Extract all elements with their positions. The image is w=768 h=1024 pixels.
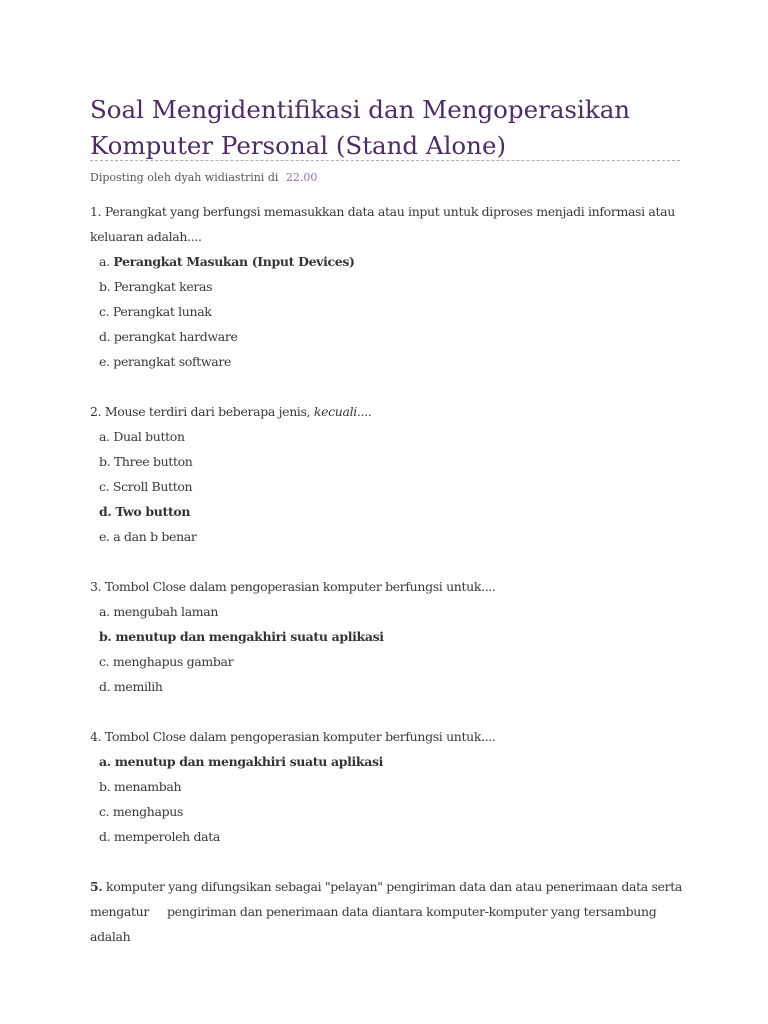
question-text-end: .... [356,404,372,419]
question-1 [90,199,690,224]
question-emphasis: kecuali [313,404,357,419]
option-text: perangkat software [113,354,232,369]
option-text: Perangkat keras [113,279,213,294]
post-time-link[interactable]: 22.00 [285,171,318,184]
question-number: 3. [90,579,102,594]
question-text: mengatur [90,904,150,919]
option-text: memperoleh data [113,829,221,844]
spacer [90,549,690,574]
option-text: perangkat hardware [113,329,238,344]
option-1c [90,299,690,324]
question-2 [90,399,690,424]
question-5-continued [90,899,690,949]
option-letter: c. [99,479,110,494]
option-2e [90,524,690,549]
question-number: 2. [90,404,102,419]
option-letter: d. [99,829,111,844]
option-letter: d. [99,329,111,344]
question-5 [90,874,690,899]
option-text: Three button [113,454,193,469]
option-text: a dan b benar [113,529,197,544]
option-letter: b. [99,454,111,469]
question-number: 1. [90,204,102,219]
option-text: memilih [113,679,163,694]
option-1a [90,249,690,274]
question-text: Mouse terdiri dari beberapa jenis, [101,404,314,419]
option-2a [90,424,690,449]
post-body [90,199,690,949]
option-letter: c. [99,804,110,819]
question-text: Tombol Close dalam pengoperasian komputer berfungsi untuk.... [104,729,496,744]
option-4c [90,799,690,824]
option-3b [90,624,690,649]
option-4b [90,774,690,799]
option-text: Scroll Button [112,479,193,494]
option-text: menghapus gambar [112,654,234,669]
question-3 [90,574,690,599]
question-text: Perangkat yang berfungsi memasukkan data atau input untuk diproses menjadi informasi atau [104,204,675,219]
question-text: Tombol Close dalam pengoperasian komputer berfungsi untuk.... [104,579,496,594]
option-text: Dual button [113,429,185,444]
post-meta [90,170,317,186]
option-letter: e. [99,354,110,369]
option-letter: d. [99,679,111,694]
option-letter: a. [99,754,111,769]
option-text: Perangkat lunak [112,304,212,319]
question-text: pengiriman dan penerimaan data diantara komputer-komputer yang tersambung adalah [90,904,657,944]
post-author-line: Diposting oleh dyah widiastrini di [90,171,279,184]
option-letter: c. [99,654,110,669]
spacer [90,849,690,874]
option-1d [90,324,690,349]
option-letter: b. [99,779,111,794]
title-divider [90,160,680,161]
option-letter: b. [99,629,112,644]
option-letter: c. [99,304,110,319]
option-text: mengubah laman [113,604,219,619]
option-answer-text: menutup dan mengakhiri suatu aplikasi [114,754,384,769]
option-4d [90,824,690,849]
option-letter: d. [99,504,112,519]
option-letter: a. [99,604,110,619]
question-1-continued: keluaran adalah.... [90,229,202,244]
option-2c [90,474,690,499]
option-letter: a. [99,429,110,444]
option-1b [90,274,690,299]
post-title: Soal Mengidentifikasi dan Mengoperasikan Komputer Personal (Stand Alone) [90,95,631,160]
question-4 [90,724,690,749]
option-3a [90,599,690,624]
option-letter: e. [99,529,110,544]
option-answer-text: Perangkat Masukan (Input Devices) [113,254,355,269]
option-2b [90,449,690,474]
option-1e [90,349,690,374]
question-text: komputer yang difungsikan sebagai "pelayan" pengiriman data dan atau penerimaan data serta [105,879,683,894]
spacer [90,699,690,724]
option-letter: b. [99,279,111,294]
option-text: menghapus [112,804,184,819]
option-2d [90,499,690,524]
question-number: 5. [90,879,103,894]
option-answer-text: Two button [115,504,191,519]
spacer [90,374,690,399]
option-answer-text: menutup dan mengakhiri suatu aplikasi [115,629,384,644]
option-4a [90,749,690,774]
option-3d [90,674,690,699]
option-3c [90,649,690,674]
option-text: menambah [113,779,182,794]
option-letter: a. [99,254,110,269]
question-number: 4. [90,729,102,744]
